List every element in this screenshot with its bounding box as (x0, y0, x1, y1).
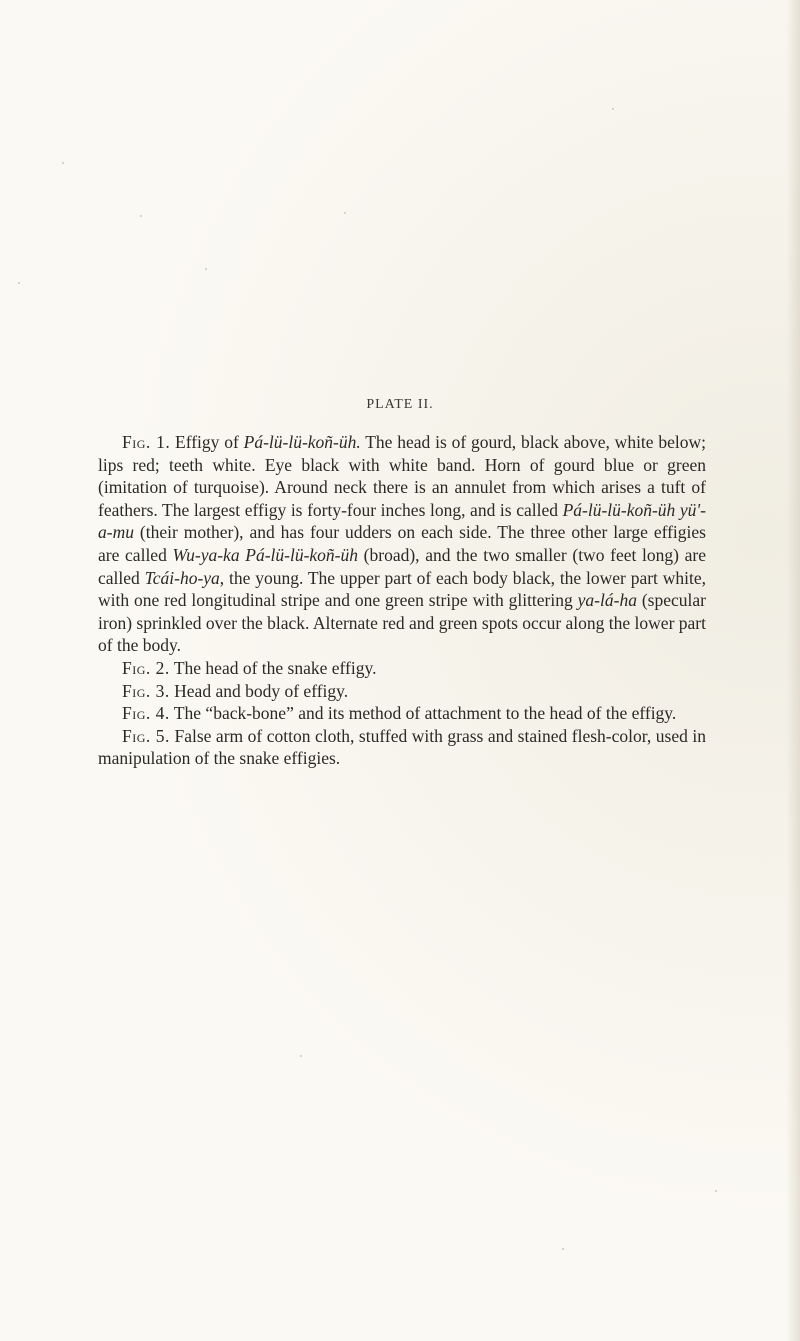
paper-speck (562, 1248, 564, 1250)
italic-term: Tcái-ho-ya (144, 567, 220, 588)
fig-label: Fig. 5. (122, 725, 170, 746)
paper-speck (18, 282, 20, 284)
plate-heading: PLATE II. (366, 397, 434, 412)
paragraph-fig-3 (98, 680, 706, 703)
paper-speck (62, 162, 64, 164)
italic-term: ya-lá-ha (577, 590, 637, 611)
text-run: , the young. The upper part of each body black, the lower part white, with one red longitudinal stripe and one green stripe with glittering (98, 567, 706, 611)
paragraph-fig-2 (98, 657, 706, 680)
italic-term: Wu-ya-ka Pá-lü-lü-koñ-üh (172, 544, 358, 565)
text-run: The “back-bone” and its method of attachment to the head of the effigy. (169, 703, 677, 724)
plate-description (98, 431, 706, 770)
text-run: The head is of gourd, black above, white below; lips red; teeth white. Eye black with white band. Horn of gourd blue or green (imitation of turquoise). Around neck there is an annulet from which arises a tuft of feathers. The largest effigy is forty-four inches long, and is called (98, 432, 706, 520)
paper-speck (344, 212, 346, 214)
paper-speck (205, 268, 207, 270)
text-run: (broad), and the two smaller (two feet long) are called (98, 544, 707, 588)
text-run: False arm of cotton cloth, stuffed with grass and stained flesh-color, used in manipulation of the snake effigies. (98, 725, 706, 769)
italic-term: Pá-lü-lü-koñ-üh. (243, 432, 361, 452)
fig-label: Fig. 2. (122, 657, 170, 678)
paper-speck (612, 108, 614, 110)
fig-label: Fig. 4. (122, 703, 170, 724)
fig-label: Fig. 3. (122, 680, 170, 701)
text-run: Effigy of (170, 432, 244, 452)
text-run: (specular iron) sprinkled over the black. Alternate red and green spots occur along the lower part of the body. (98, 590, 706, 656)
fig-label: Fig. 1. (122, 432, 171, 452)
italic-term: Pá-lü-lü-koñ-üh yü'-a-mu (98, 499, 706, 543)
page-edge-shadow (786, 0, 800, 1341)
text-run: The head of the snake effigy. (169, 657, 377, 678)
paper-speck (300, 1055, 302, 1057)
text-run: (their mother), and has four udders on each side. The three other large effigies are called (98, 522, 706, 565)
paragraph-fig-4 (98, 702, 706, 725)
paragraph-fig-1 (98, 431, 706, 657)
paper-speck (140, 215, 142, 217)
paragraph-fig-5 (98, 725, 706, 770)
paper-speck (715, 1190, 717, 1192)
text-run: Head and body of effigy. (169, 680, 349, 701)
